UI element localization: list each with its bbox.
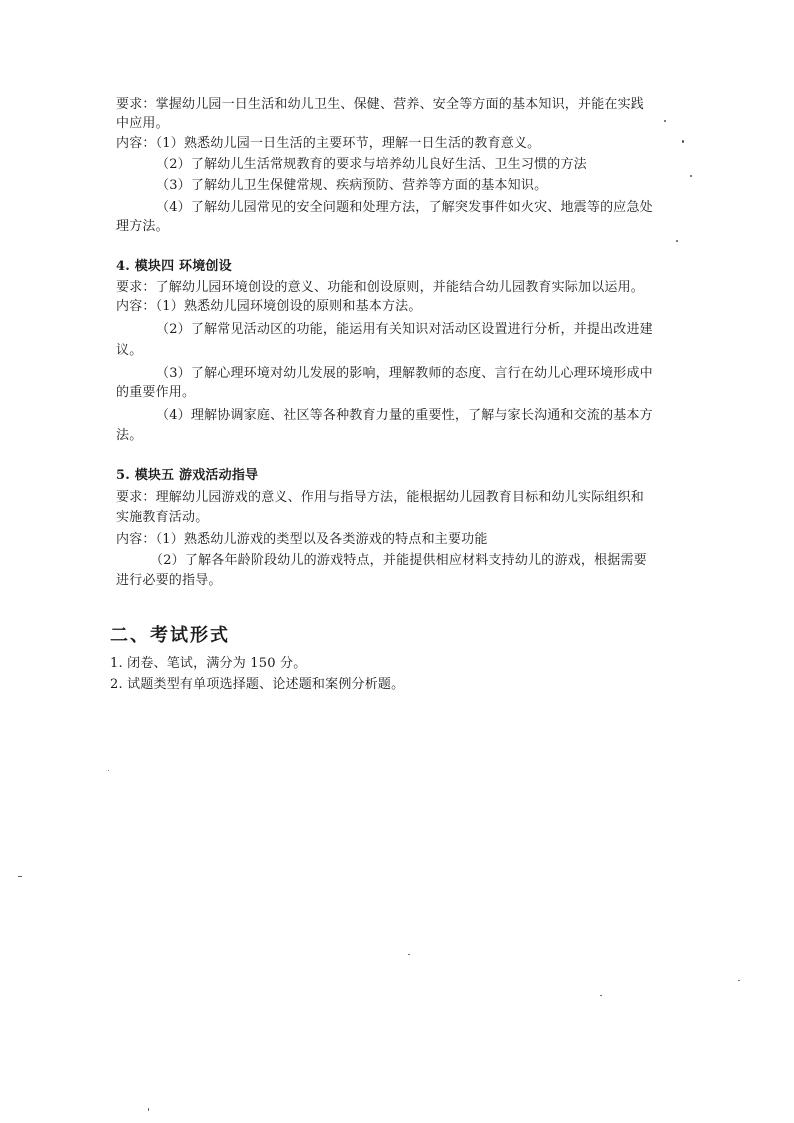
section2-heading: 二、考试形式 <box>110 625 230 646</box>
scan-speck <box>408 954 410 955</box>
module3-requirement-line2: 中应用。 <box>116 116 169 131</box>
module3-content-1: 内容：（1）熟悉幼儿园一日生活的主要环节，理解一日生活的教育意义。 <box>116 136 541 151</box>
module4-content-3-line1: （3）了解心理环境对幼儿发展的影响，理解教师的态度、言行在幼儿心理环境形成中 <box>156 366 653 381</box>
module4-content-4-line2: 法。 <box>116 428 143 443</box>
module3-content-3: （3）了解幼儿卫生保健常规、疾病预防、营养等方面的基本知识。 <box>156 178 548 193</box>
scan-speck <box>600 995 602 996</box>
scan-speck <box>690 175 692 177</box>
scan-speck <box>108 770 109 771</box>
module5-title: 5. 模块五 游戏活动指导 <box>116 468 259 483</box>
scan-speck <box>148 1108 149 1111</box>
scan-speck <box>682 140 684 143</box>
scan-speck <box>18 876 22 877</box>
section2-item-1: 1. 闭卷、笔试，满分为 150 分。 <box>110 656 307 671</box>
scan-speck <box>676 240 678 242</box>
module3-content-4-line2: 理方法。 <box>116 219 169 234</box>
module3-requirement-line1: 要求：掌握幼儿园一日生活和幼儿卫生、保健、营养、安全等方面的基本知识，并能在实践 <box>116 97 645 112</box>
module3-content-4-line1: （4）了解幼儿园常见的安全问题和处理方法，了解突发事件如火灾、地震等的应急处 <box>156 200 653 215</box>
module4-content-2-line2: 议。 <box>116 343 143 358</box>
module3-content-2: （2）了解幼儿生活常规教育的要求与培养幼儿良好生活、卫生习惯的方法 <box>156 157 587 172</box>
module5-content-2-line2: 进行必要的指导。 <box>116 573 222 588</box>
module5-requirement-line2: 实施教育活动。 <box>116 510 209 525</box>
module4-content-1: 内容：（1）熟悉幼儿园环境创设的原则和基本方法。 <box>116 299 422 314</box>
scan-speck <box>738 980 740 981</box>
module5-requirement-line1: 要求：理解幼儿园游戏的意义、作用与指导方法，能根据幼儿园教育目标和幼儿实际组织和 <box>116 490 645 505</box>
module5-content-1: 内容：（1）熟悉幼儿游戏的类型以及各类游戏的特点和主要功能 <box>116 532 488 547</box>
scan-speck <box>664 120 666 122</box>
module4-requirement: 要求：了解幼儿园环境创设的意义、功能和创设原则，并能结合幼儿园教育实际加以运用。 <box>116 280 645 295</box>
section2-item-2: 2. 试题类型有单项选择题、论述题和案例分析题。 <box>110 677 405 692</box>
module4-title: 4. 模块四 环境创设 <box>116 259 232 274</box>
module5-content-2-line1: （2）了解各年龄阶段幼儿的游戏特点，并能提供相应材料支持幼儿的游戏，根据需要 <box>150 553 647 568</box>
module4-content-4-line1: （4）理解协调家庭、社区等各种教育力量的重要性，了解与家长沟通和交流的基本方 <box>156 408 653 423</box>
module4-content-2-line1: （2）了解常见活动区的功能，能运用有关知识对活动区设置进行分析，并提出改进建 <box>156 322 653 337</box>
module4-content-3-line2: 的重要作用。 <box>116 385 196 400</box>
